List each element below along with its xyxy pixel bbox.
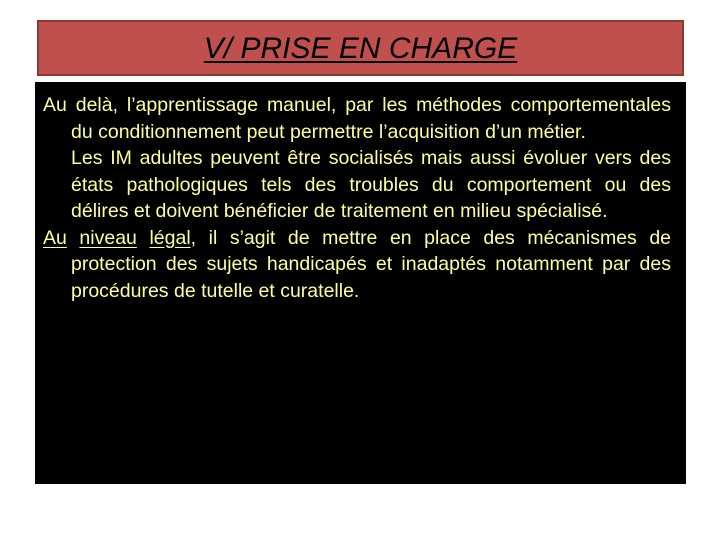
paragraph-niveau-legal [43, 225, 671, 305]
content-box [35, 82, 686, 484]
underlined-word-legal: légal [149, 226, 191, 249]
paragraph-niveau-legal-text: , il s’agit de mettre en place des mécanismes de protection des sujets handicapés et inadaptés notamment par des procédures de tutelle et curatelle. [71, 226, 672, 302]
underlined-word-niveau: niveau [79, 226, 137, 249]
paragraph-im-adultes: Les IM adultes peuvent être socialisés mais aussi évoluer vers des états pathologiques tels des troubles du comportement ou des délires et doivent bénéficier de traitement en milieu spécialisé. [71, 147, 671, 222]
paragraph-apprentissage: Au delà, l’apprentissage manuel, par les méthodes comportementales du conditionnement peut permettre l’acquisition d’un métier. [43, 94, 671, 143]
slide-title: V/ PRISE EN CHARGE [203, 32, 518, 65]
title-bar [37, 20, 684, 76]
underlined-word-au: Au [43, 226, 67, 249]
